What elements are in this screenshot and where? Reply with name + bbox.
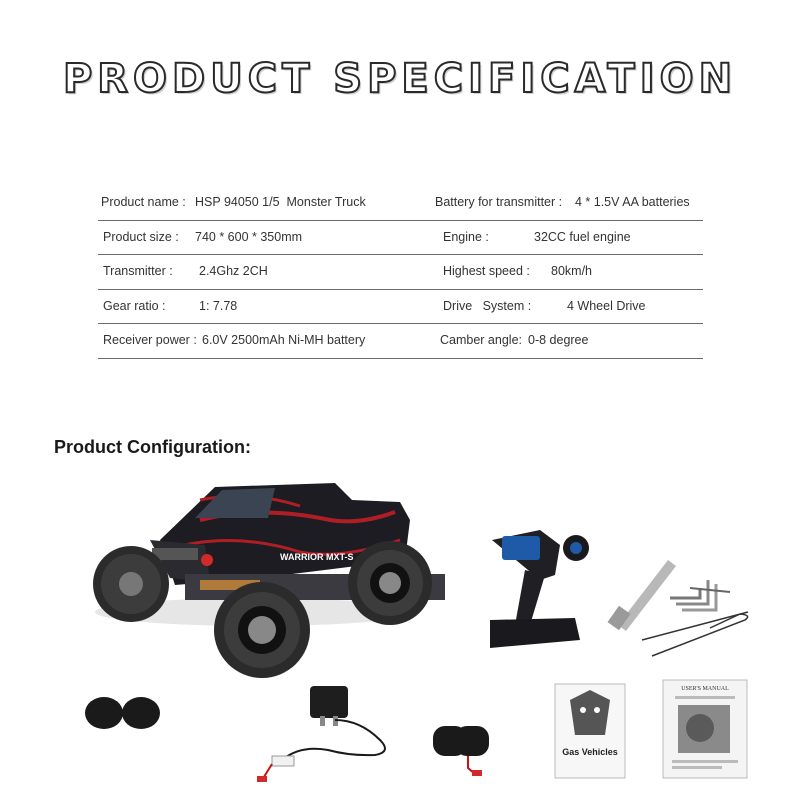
engine-label: Engine : <box>443 229 489 244</box>
spec-row <box>98 290 703 325</box>
foam-pads-image <box>85 697 160 729</box>
speed-label: Highest speed : <box>443 264 530 278</box>
drive-system-label: Drive System : <box>443 298 532 313</box>
engine-value: 32CC fuel engine <box>534 229 631 244</box>
spec-row <box>98 255 703 290</box>
receiver-power-label: Receiver power : <box>103 333 197 347</box>
camber-angle-label: Camber angle: <box>440 333 522 347</box>
config-title: Product Configuration: <box>54 437 251 457</box>
product-size-value: 740 * 600 * 350mm <box>195 229 303 244</box>
truck-model-text: WARRIOR MXT-S <box>280 552 354 562</box>
battery-label: Battery for transmitter : <box>435 195 563 209</box>
page-title: PRODUCT SPECIFICATION <box>62 56 738 102</box>
transmitter-image <box>490 530 589 648</box>
product-name-value: HSP 94050 1/5 Monster Truck <box>195 195 366 209</box>
tool-kit-image <box>608 560 748 656</box>
gas-vehicles-booklet-image <box>555 684 625 778</box>
product-configuration-images <box>0 460 800 800</box>
spec-row <box>98 186 703 221</box>
product-size-label: Product size : <box>103 229 179 244</box>
brand-text: Gas Vehicles <box>562 747 618 757</box>
speed-value: 80km/h <box>551 264 592 278</box>
battery-value: 4 * 1.5V AA batteries <box>575 195 690 209</box>
battery-pack-image <box>433 726 489 776</box>
receiver-power-value: 6.0V 2500mAh Ni-MH battery <box>202 333 366 347</box>
product-name-label: Product name : <box>101 195 186 209</box>
transmitter-value: 2.4Ghz 2CH <box>199 264 268 278</box>
gear-ratio-label: Gear ratio : <box>103 298 166 313</box>
spec-table <box>98 186 703 359</box>
drive-system-value: 4 Wheel Drive <box>567 298 646 313</box>
charger-image <box>257 686 385 782</box>
spec-row <box>98 221 703 256</box>
gear-ratio-value: 1: 7.78 <box>199 298 238 313</box>
transmitter-label: Transmitter : <box>103 264 173 278</box>
camber-angle-value: 0-8 degree <box>528 333 589 347</box>
monster-truck-image <box>93 483 445 678</box>
spec-row <box>98 324 703 359</box>
users-manual-image <box>663 680 747 778</box>
manual-title-text: USER'S MANUAL <box>681 686 729 692</box>
